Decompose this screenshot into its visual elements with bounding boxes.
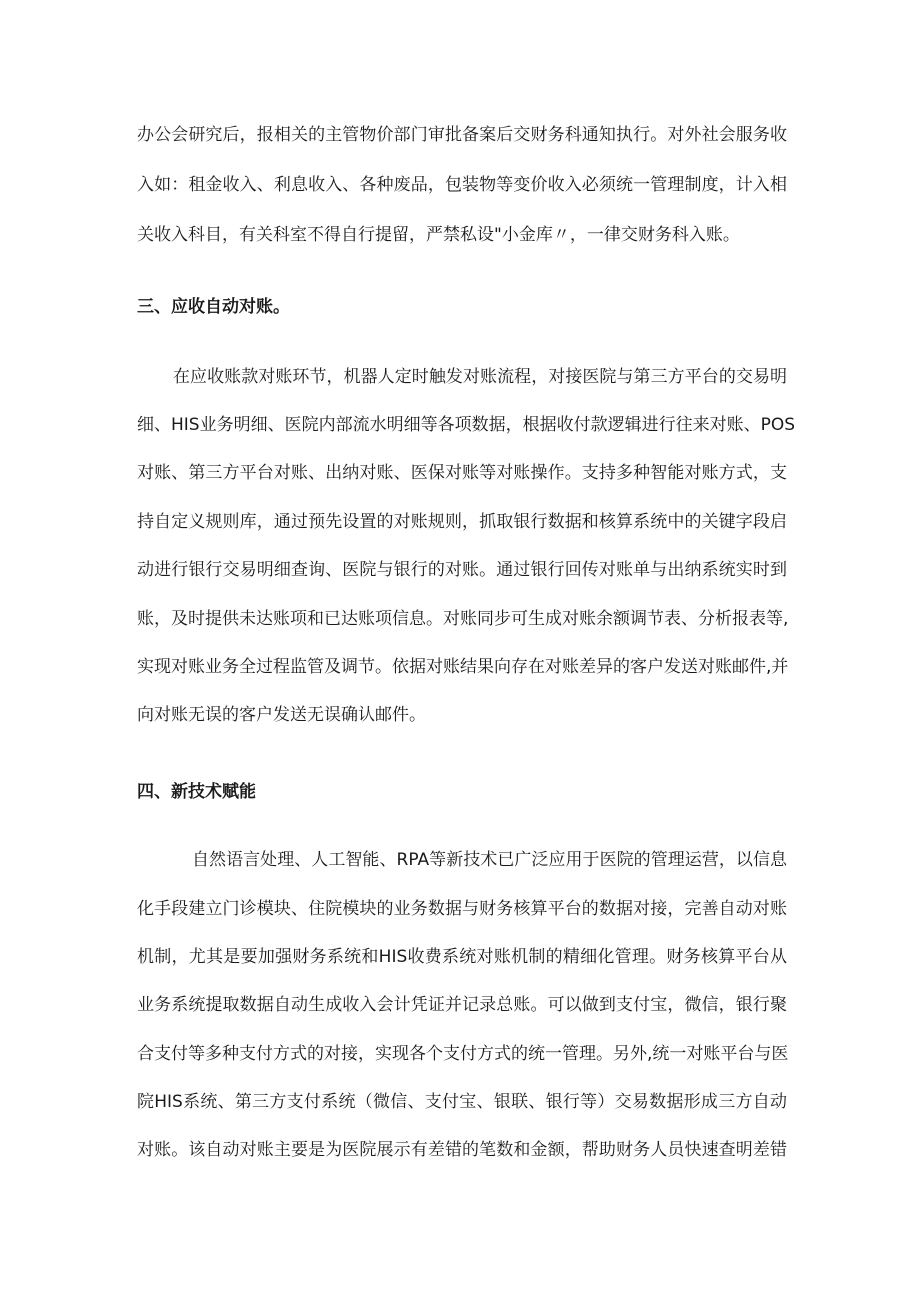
paragraph-2-line: 账，及时提供未达账项和已达账项信息。对账同步可生成对账余额调节表、分析报表等, [137,609,789,629]
paragraph-3-line: 机制，尤其是要加强财务系统和HIS收费系统对账机制的精细化管理。财务核算平台从 [137,947,787,967]
section-heading-3: 三、应收自动对账。 [137,297,290,317]
paragraph-2-line: 实现对账业务全过程监管及调节。依据对账结果向存在对账差异的客户发送对账邮件,并 [137,657,789,677]
paragraph-1-line: 关收入科目，有关科室不得自行提留，严禁私设"小金库〃，一律交财务科入账。 [137,225,740,245]
paragraph-2-line: 细、HIS业务明细、医院内部流水明细等各项数据，根据收付款逻辑进行往来对账、POS [137,415,796,435]
paragraph-2-line: 对账、第三方平台对账、出纳对账、医保对账等对账操作。支持多种智能对账方式，支 [137,463,787,483]
paragraph-2-line: 在应收账款对账环节，机器人定时触发对账流程，对接医院与第三方平台的交易明 [173,367,787,387]
paragraph-3-line: 合支付等多种支付方式的对接，实现各个支付方式的统一管理。另外,统一对账平台与医 [137,1044,789,1064]
paragraph-1-line: 入如：租金收入、利息收入、各种废品，包装物等变价收入必须统一管理制度，计入相 [137,175,787,195]
paragraph-1-line: 办公会研究后，报相关的主管物价部门审批备案后交财务科通知执行。对外社会服务收 [137,125,787,145]
paragraph-3-line: 自然语言处理、人工智能、RPA等新技术已广泛应用于医院的管理运营，以信息 [192,850,787,870]
paragraph-3-line: 化手段建立门诊模块、住院模块的业务数据与财务核算平台的数据对接，完善自动对账 [137,899,787,919]
section-heading-4: 四、新技术赋能 [137,782,256,802]
paragraph-3-line: 业务系统提取数据自动生成收入会计凭证并记录总账。可以做到支付宝，微信，银行聚 [137,995,787,1015]
paragraph-2-line: 向对账无误的客户发送无误确认邮件。 [137,705,426,725]
paragraph-3-line: 院HIS系统、第三方支付系统（微信、支付宝、银联、银行等）交易数据形成三方自动 [137,1092,787,1112]
paragraph-3-line: 对账。该自动对账主要是为医院展示有差错的笔数和金额，帮助财务人员快速查明差错 [137,1140,787,1160]
paragraph-2-line: 持自定义规则库，通过预先设置的对账规则，抓取银行数据和核算系统中的关键字段启 [137,512,787,532]
paragraph-2-line: 动进行银行交易明细查询、医院与银行的对账。通过银行回传对账单与出纳系统实时到 [137,560,787,580]
